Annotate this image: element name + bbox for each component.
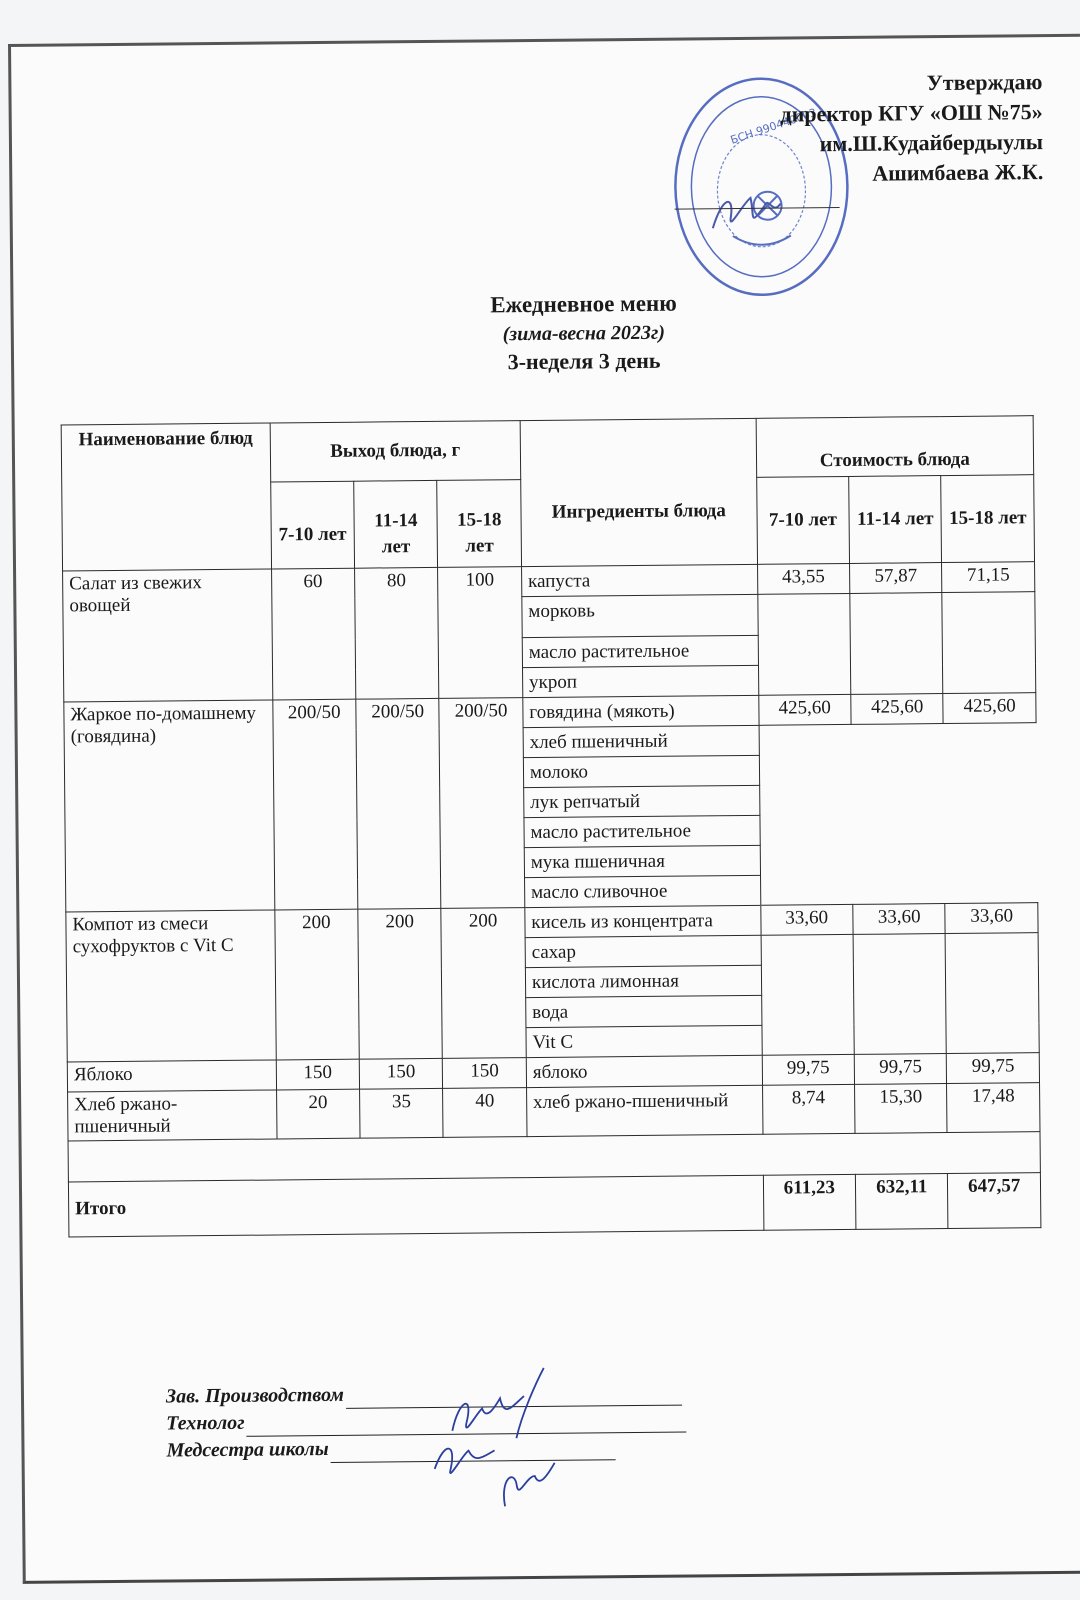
header-ingredients: Ингредиенты блюда [520, 418, 757, 566]
ingredient: кислота лимонная [525, 965, 761, 997]
cost-empty-cell [853, 934, 947, 1055]
dish-yield-15-18: 100 [438, 567, 523, 699]
header-row [61, 416, 1034, 484]
cost-empty-cell [942, 592, 1035, 694]
approval-block [780, 67, 1043, 190]
ingredient: яблоко [526, 1055, 762, 1087]
dish-cost-15-18: 425,60 [943, 693, 1036, 724]
dish-yield-7-10: 200/50 [272, 699, 357, 910]
dish-cost-7-10: 8,74 [762, 1084, 855, 1134]
signoff-technologist-label: Технолог [166, 1411, 245, 1435]
header-cost-age-2: 11-14 лет [849, 476, 942, 564]
dish-yield-15-18: 40 [443, 1088, 527, 1138]
signature-technologist [435, 1448, 495, 1473]
ingredient: капуста [521, 564, 757, 596]
header-dish-name: Наименование блюд [61, 423, 271, 571]
dish-cost-7-10: 33,60 [760, 904, 853, 935]
header-yield-age-2: 11-14 лет [354, 480, 438, 568]
ingredient: масло растительное [524, 815, 760, 847]
dish-cost-7-10: 43,55 [757, 563, 850, 594]
signoff-production-label: Зав. Производством [165, 1383, 345, 1408]
dish-cost-11-14: 57,87 [850, 563, 943, 594]
dish-name: Салат из свежих овощей [63, 569, 273, 702]
dish-yield-7-10: 200 [274, 909, 359, 1060]
dish-yield-11-14: 80 [355, 567, 440, 699]
approval-director-name: Ашимбаева Ж.К. [872, 159, 1044, 186]
cost-empty-cell [757, 593, 850, 695]
dish-cost-15-18: 33,60 [945, 903, 1038, 934]
ingredient: масло сливочное [524, 875, 760, 907]
dish-yield-15-18: 150 [443, 1058, 527, 1089]
dish-cost-11-14: 15,30 [855, 1084, 948, 1134]
ingredient: сахар [525, 935, 761, 967]
dish-yield-11-14: 35 [360, 1088, 444, 1138]
dish-cost-15-18: 71,15 [942, 562, 1035, 593]
ingredient: масло растительное [522, 635, 758, 667]
total-15-18: 647,57 [948, 1173, 1041, 1229]
dish-yield-15-18: 200/50 [439, 698, 524, 909]
dish-cost-15-18: 17,48 [947, 1083, 1040, 1133]
header-cost-age-3: 15-18 лет [941, 475, 1034, 563]
total-row [68, 1173, 1040, 1237]
ingredient: мука пшеничная [524, 845, 760, 877]
ingredient: говядина (мякоть) [523, 695, 759, 727]
approval-position: директор КГУ «ОШ №75» [780, 99, 1043, 127]
ingredient: лук репчатый [524, 785, 760, 817]
dish-yield-15-18: 200 [441, 908, 526, 1059]
ingredient: вода [526, 995, 762, 1027]
total-7-10: 611,23 [763, 1174, 856, 1230]
ingredient: хлеб пшеничный [523, 725, 759, 757]
season-subtitle: (зима-весна 2023г) [502, 321, 666, 346]
signature-nurse [504, 1463, 555, 1506]
handwritten-signatures [404, 1357, 606, 1519]
dish-name: Яблоко [67, 1060, 276, 1092]
dish-name: Компот из смеси сухофруктов с Vit C [66, 910, 276, 1062]
document-page [8, 34, 1080, 1584]
approval-school-name: им.Ш.Кудайбердыулы [819, 129, 1044, 157]
dish-yield-11-14: 200/50 [356, 698, 441, 909]
page-title: Ежедневное меню [490, 290, 677, 318]
dish-yield-11-14: 150 [359, 1058, 443, 1089]
dish-yield-7-10: 150 [276, 1059, 360, 1090]
dish-cost-11-14: 33,60 [853, 904, 946, 935]
dish-yield-7-10: 60 [271, 568, 356, 700]
dish-yield-11-14: 200 [358, 908, 443, 1059]
week-day-label: 3-неделя 3 день [507, 347, 661, 375]
cost-empty-cell [946, 933, 1040, 1054]
ingredient: хлеб ржано-пшеничный [526, 1085, 762, 1136]
ingredient: молоко [523, 755, 759, 787]
cost-empty-cell [850, 593, 943, 695]
title-block [433, 288, 734, 377]
ingredient: укроп [522, 665, 758, 697]
dish-cost-7-10: 99,75 [762, 1054, 855, 1085]
total-label: Итого [68, 1175, 763, 1237]
dish-name: Хлеб ржано-пшеничный [68, 1090, 277, 1141]
signature-production [452, 1368, 545, 1439]
dish-cost-15-18: 99,75 [947, 1053, 1040, 1084]
cost-empty-cell [761, 934, 855, 1055]
dish-name: Жаркое по-домашнему (говядина) [64, 700, 275, 912]
approval-heading: Утверждаю [926, 69, 1043, 96]
ingredient: морковь [522, 594, 758, 637]
stamp-bin-text: БСН 990440003... [728, 102, 829, 147]
dish-cost-11-14: 425,60 [851, 694, 944, 725]
header-yield-age-1: 7-10 лет [270, 481, 354, 569]
ingredient: кисель из концентрата [525, 905, 761, 937]
signoff-nurse-label: Медсестра школы [166, 1437, 329, 1462]
header-yield: Выход блюда, г [270, 421, 521, 482]
menu-table [61, 415, 1042, 1237]
total-11-14: 632,11 [855, 1174, 948, 1230]
header-yield-age-3: 15-18 лет [437, 480, 521, 568]
dish-cost-11-14: 99,75 [854, 1054, 947, 1085]
header-cost-age-1: 7-10 лет [756, 476, 849, 564]
ingredient: Vit C [526, 1025, 762, 1057]
dish-yield-7-10: 20 [276, 1089, 360, 1139]
header-cost: Стоимость блюда [756, 416, 1034, 478]
dish-cost-7-10: 425,60 [758, 694, 851, 725]
cost-empty-cell [759, 723, 1038, 906]
